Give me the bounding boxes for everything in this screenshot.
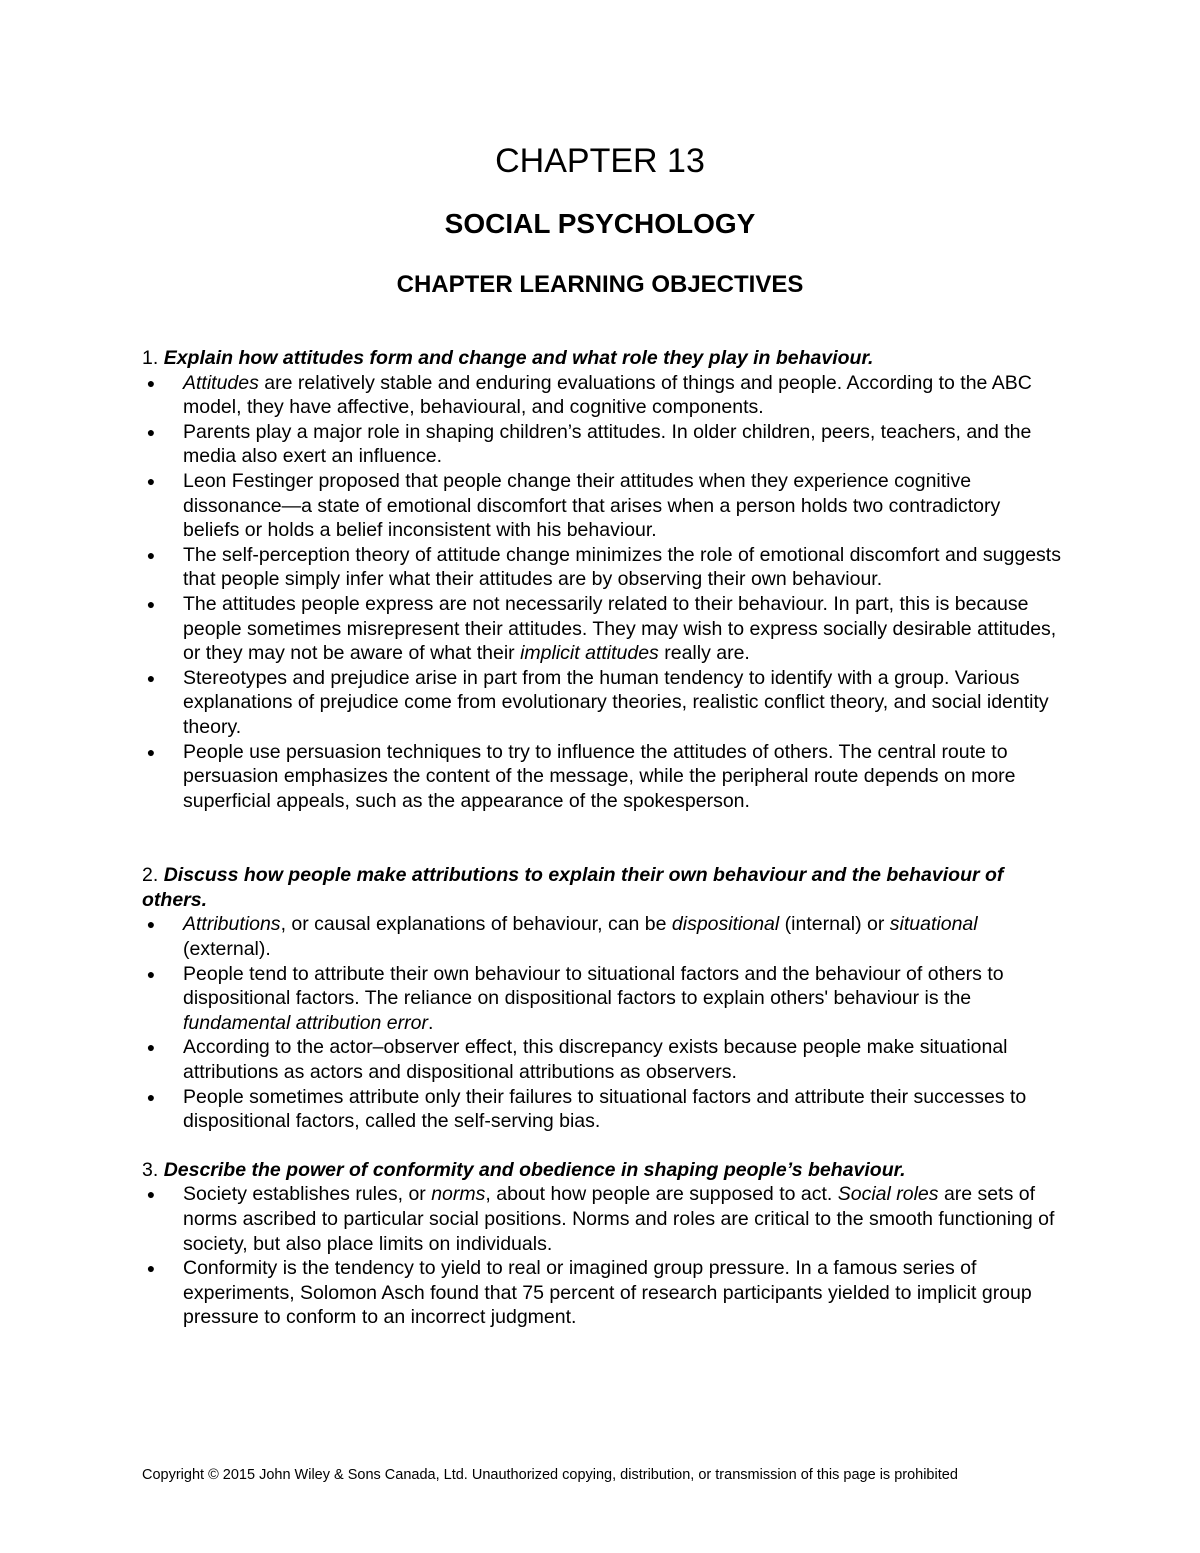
bullet-item (142, 666, 1062, 740)
bullet-text: Conformity is the tendency to yield to real or imagined group pressure. In a famous series of experiments, Solomon Asch found that 75 percent of research participants yielded to implicit group pressure to conform to an incorrect judgment. (183, 1257, 1032, 1329)
chapter-title: CHAPTER 13 (495, 142, 705, 180)
objective-title (142, 346, 1062, 371)
bullet-text: really are. (658, 642, 750, 665)
bullet-text: , about how people are supposed to act. (485, 1183, 838, 1206)
bullet-text: People tend to attribute their own behaviour to situational factors and the behaviour of others to dispositional factors. The reliance on dispositional factors to explain others' behaviour is the (183, 962, 1004, 1010)
objective-title-text: Explain how attitudes form and change and what role they play in behaviour. (163, 347, 874, 369)
bullet-text: People use persuasion techniques to try to influence the attitudes of others. The central route to persuasion emphasizes the content of the message, while the peripheral route depends on more superficial appeals, such as the appearance of the spokesperson. (183, 740, 1016, 812)
bullet-dot-icon: ● (146, 669, 156, 686)
bullet-dot-icon: ● (146, 595, 156, 612)
objective-bullet-list (142, 1182, 1062, 1330)
bullet-text: Leon Festinger proposed that people change their attitudes when they experience cognitive dissonance—a state of emotional discomfort that arises when a person holds two contradictory beliefs or holds a belief inconsistent with his behaviour. (183, 469, 1001, 542)
bullet-text: People sometimes attribute only their failures to situational factors and attribute their successes to dispositional factors, called the self-serving bias. (183, 1085, 1027, 1133)
bullet-text: , or causal explanations of behaviour, can be (280, 913, 672, 936)
bullet-text: (external). (183, 938, 271, 961)
bullet-dot-icon: ● (146, 423, 156, 440)
bullet-text: The attitudes people express are not necessarily related to their behaviour. In part, this is because people sometimes misrepresent their attitudes. They may wish to express socially desirable attitudes, or they may not be aware of what their (183, 592, 1057, 665)
bullet-text: Stereotypes and prejudice arise in part from the human tendency to identify with a group. Various explanations of prejudice come from evolutionary theories, realistic conflict theory, and social identity theory. (183, 666, 1049, 738)
bullet-item (142, 912, 1062, 961)
objective-bullet-list (142, 371, 1062, 814)
bullet-text: Parents play a major role in shaping children’s attitudes. In older children, peers, teachers, and the media also exert an influence. (183, 420, 1032, 468)
bullet-text: According to the actor–observer effect, this discrepancy exists because people make situational attributions as actors and dispositional attributions as observers. (183, 1036, 1008, 1084)
bullet-text: Society establishes rules, or (183, 1183, 432, 1206)
bullet-dot-icon: ● (146, 546, 156, 563)
objective-3 (142, 1158, 1062, 1330)
italic-term: implicit attitudes (520, 642, 659, 665)
italic-term: Attitudes (183, 371, 259, 394)
bullet-item (142, 1085, 1062, 1134)
objectives-body (142, 346, 1062, 1330)
bullet-dot-icon: ● (146, 743, 156, 760)
objective-title (142, 863, 1062, 912)
objective-1 (142, 346, 1062, 813)
italic-term: Social roles (837, 1183, 939, 1206)
objective-number: 3. (142, 1158, 159, 1181)
bullet-item (142, 962, 1062, 1036)
bullet-dot-icon: ● (146, 916, 156, 933)
bullet-item (142, 592, 1062, 666)
italic-term: Attributions (183, 913, 281, 936)
objective-title-text: Discuss how people make attributions to explain their own behaviour and the behaviour of others. (142, 864, 1004, 911)
bullet-dot-icon: ● (146, 1260, 156, 1277)
bullet-item (142, 740, 1062, 814)
bullet-item (142, 420, 1062, 469)
copyright-footer: Copyright © 2015 John Wiley & Sons Canada, Ltd. Unauthorized copying, distribution, or transmission of this page is prohibited (142, 1467, 958, 1483)
objective-bullet-list (142, 912, 1062, 1133)
bullet-dot-icon: ● (146, 1088, 156, 1105)
bullet-item (142, 1182, 1062, 1256)
objective-number: 2. (142, 864, 159, 887)
bullet-dot-icon: ● (146, 965, 156, 982)
bullet-dot-icon: ● (146, 1186, 156, 1203)
objective-number: 1. (142, 347, 159, 369)
bullet-dot-icon: ● (146, 472, 156, 489)
objective-title-text: Describe the power of conformity and obedience in shaping people’s behaviour. (163, 1158, 906, 1181)
objective-title (142, 1158, 1062, 1183)
bullet-text: are sets of norms ascribed to particular social positions. Norms and roles are critical to the smooth functioning of society, but also place limits on individuals. (183, 1183, 1055, 1255)
italic-term: situational (889, 913, 978, 936)
bullet-dot-icon: ● (146, 374, 156, 391)
italic-term: dispositional (671, 913, 780, 936)
objective-2 (142, 863, 1062, 1134)
bullet-text: . (427, 1011, 434, 1034)
chapter-subject: SOCIAL PSYCHOLOGY (444, 208, 756, 239)
bullet-item (142, 1256, 1062, 1330)
bullet-item (142, 543, 1062, 592)
bullet-text: The self-perception theory of attitude change minimizes the role of emotional discomfort and suggests that people simply infer what their attitudes are by observing their own behaviour. (183, 543, 1061, 591)
bullet-text: (internal) or (779, 913, 890, 936)
italic-term: fundamental attribution error (183, 1011, 428, 1034)
bullet-text: are relatively stable and enduring evaluations of things and people. According to the ABC model, they have affective, behavioural, and cognitive components. (183, 371, 1032, 419)
learning-objectives-heading: CHAPTER LEARNING OBJECTIVES (396, 271, 804, 298)
italic-term: norms (431, 1183, 486, 1206)
bullet-item (142, 469, 1062, 543)
bullet-dot-icon: ● (146, 1039, 156, 1056)
bullet-item (142, 371, 1062, 420)
bullet-item (142, 1035, 1062, 1084)
